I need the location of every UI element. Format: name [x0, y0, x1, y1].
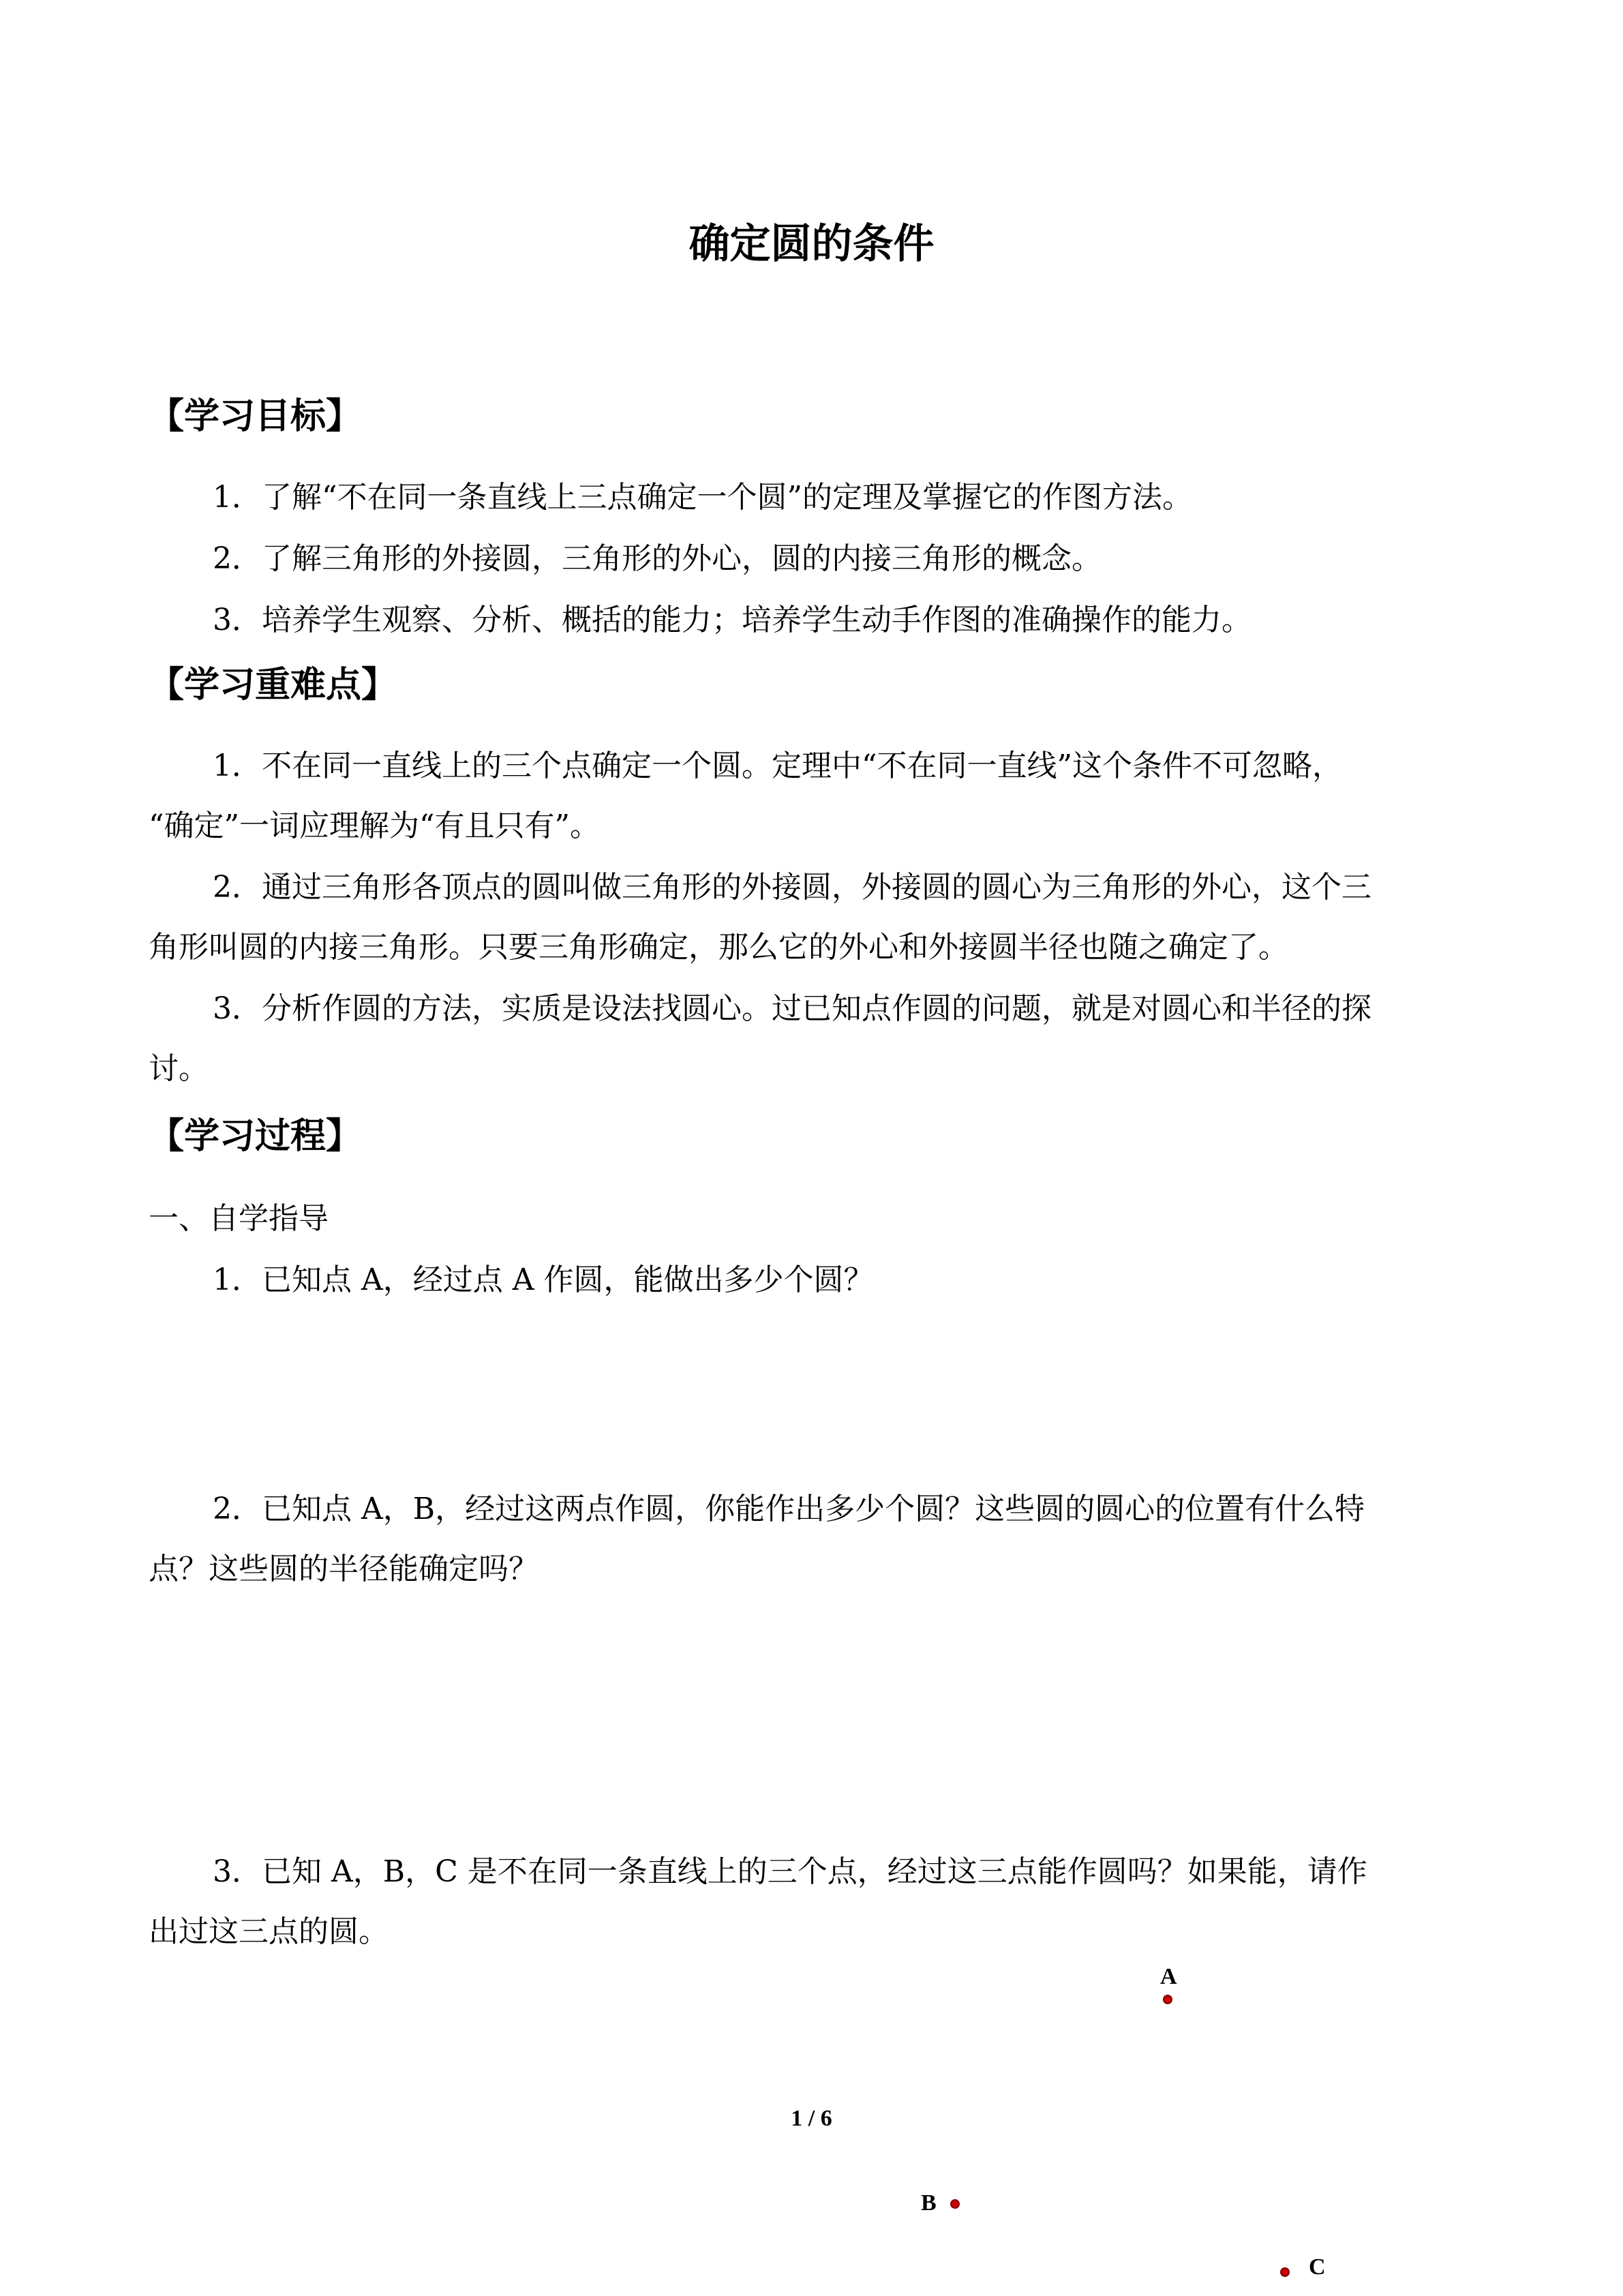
page-number: 1 / 6 — [791, 2106, 832, 2131]
keypoint-1-line-1: 1．不在同一直线上的三个点确定一个圆。定理中“不在同一直线”这个条件不可忽略， — [213, 749, 1342, 783]
point-c-dot — [1280, 2267, 1290, 2277]
question-1: 1．已知点 A，经过点 A 作圆，能做出多少个圆？ — [213, 1263, 874, 1297]
section-heading-goals: 【学习目标】 — [149, 396, 362, 437]
question-2-line-2: 点？这些圆的半径能确定吗？ — [149, 1552, 539, 1586]
point-c-label: C — [1309, 2254, 1326, 2280]
question-2-line-1: 2．已知点 A，B，经过这两点作圆，你能作出多少个圆？这些圆的圆心的位置有什么特 — [213, 1492, 1365, 1526]
goal-item-3: 3．培养学生观察、分析、概括的能力；培养学生动手作图的准确操作的能力。 — [213, 603, 1252, 637]
keypoint-3-line-1: 3．分析作圆的方法，实质是设法找圆心。过已知点作圆的问题，就是对圆心和半径的探 — [213, 991, 1371, 1026]
question-3-line-2: 出过这三点的圆。 — [149, 1914, 389, 1949]
point-b-dot — [950, 2199, 960, 2209]
goal-item-2: 2．了解三角形的外接圆，三角形的外心，圆的内接三角形的概念。 — [213, 541, 1102, 576]
point-a-dot — [1163, 1995, 1172, 2004]
goal-item-1: 1．了解“不在同一条直线上三点确定一个圆”的定理及掌握它的作图方法。 — [213, 480, 1192, 515]
keypoint-2-line-1: 2．通过三角形各顶点的圆叫做三角形的外接圆，外接圆的圆心为三角形的外心，这个三 — [213, 870, 1371, 905]
point-a-label: A — [1160, 1964, 1177, 1989]
keypoint-3-line-2: 讨。 — [149, 1051, 209, 1086]
page-title: 确定圆的条件 — [688, 220, 935, 268]
section-heading-process: 【学习过程】 — [149, 1116, 362, 1157]
keypoint-2-line-2: 角形叫圆的内接三角形。只要三角形确定，那么它的外心和外接圆半径也随之确定了。 — [149, 930, 1288, 965]
keypoint-1-line-2: “确定”一词应理解为“有且只有”。 — [149, 809, 600, 843]
section-heading-keypoints: 【学习重难点】 — [149, 665, 397, 706]
self-study-subheading: 一、自学指导 — [149, 1201, 329, 1236]
question-3-line-1: 3．已知 A，B，C 是不在同一条直线上的三个点，经过这三点能作圆吗？如果能，请作 — [213, 1854, 1367, 1889]
point-b-label: B — [921, 2190, 937, 2216]
